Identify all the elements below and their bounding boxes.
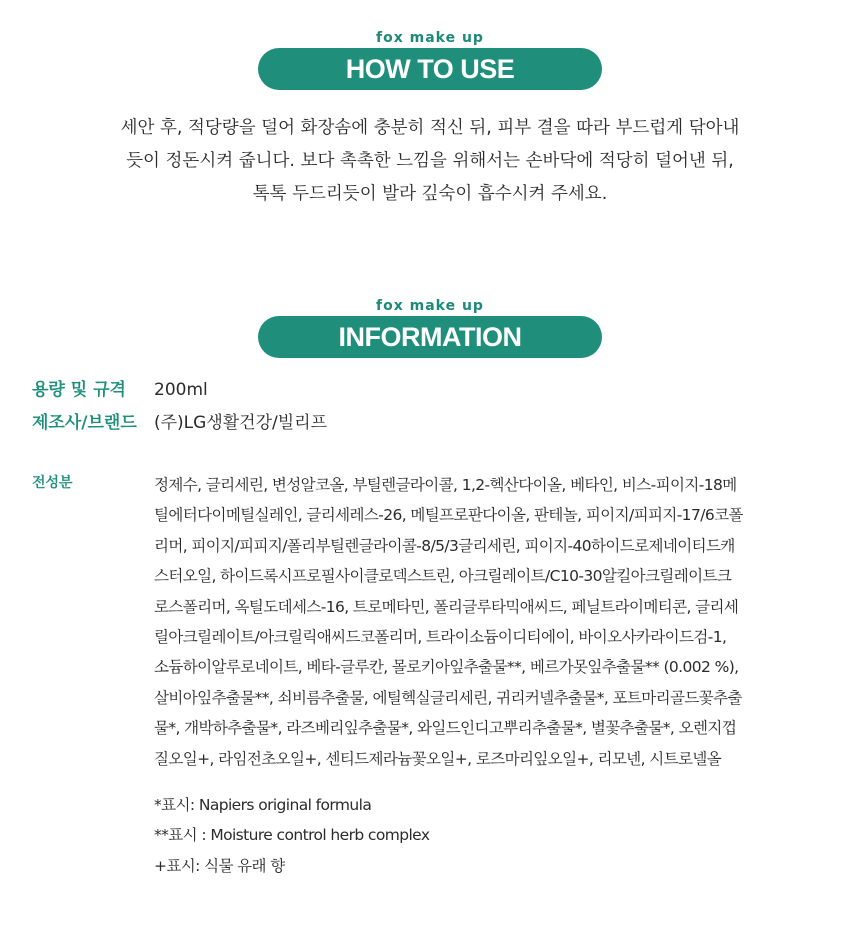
volume-row (32, 377, 208, 403)
volume-label: 용량 및 규격 (32, 380, 126, 400)
ingredients-label: 전성분 (32, 475, 73, 491)
ingredients-line: 로스폴리머, 옥틸도데세스-16, 트로메타민, 폴리글루타믹애씨드, 페닐트라이메티콘, 글리세 (154, 597, 739, 616)
volume-value: 200ml (154, 380, 208, 400)
description-line: 톡톡 두드리듯이 발라 깊숙이 흡수시켜 주세요. (252, 184, 608, 204)
note-line: **표시 : Moisture control herb complex (154, 826, 430, 845)
ingredients-line: 틸에터다이메틸실레인, 글리세레스-26, 메틸프로판다이올, 판테놀, 피이지/피피지-17/6코폴 (154, 506, 743, 525)
description-line: 듯이 정돈시켜 줍니다. 보다 촉촉한 느낌을 위해서는 손바닥에 적당히 덜어낸 뒤, (126, 151, 734, 171)
brand-label: fox make up (376, 298, 484, 314)
ingredients-line: 소듐하이알루로네이트, 베타-글루칸, 몰로키아잎추출물**, 베르가못잎추출물** (0.002 %), (154, 658, 739, 677)
section-title: INFORMATION (258, 316, 602, 358)
maker-row (32, 410, 327, 436)
information-header (0, 298, 860, 358)
brand-label: fox make up (376, 30, 484, 46)
note-line: *표시: Napiers original formula (154, 796, 372, 814)
ingredients-line: 물*, 개박하추출물*, 라즈베리잎추출물*, 와일드인디고뿌리추출물*, 별꽃추출물*, 오렌지껍 (154, 719, 737, 738)
how-to-use-description (0, 112, 860, 211)
ingredients-line: 릴아크릴레이트/아크릴릭애씨드코폴리머, 트라이소듐이디티에이, 바이오사카라이드검-1, (154, 628, 727, 647)
description-line: 세안 후, 적당량을 덜어 화장솜에 충분히 적신 뒤, 피부 결을 따라 부드럽게 닦아내 (120, 118, 740, 138)
ingredients-line: 살비아잎추출물**, 쇠비름추출물, 에틸헥실글리세린, 귀리커넬추출물*, 포트마리골드꽃추출 (154, 688, 742, 707)
maker-value: (주)LG생활건강/빌리프 (154, 413, 328, 433)
ingredients-list (154, 470, 834, 774)
ingredients-line: 리머, 피이지/피피지/폴리부틸렌글라이콜-8/5/3글리세린, 피이지-40하이드로제네이티드캐 (154, 536, 735, 555)
ingredients-line: 스터오일, 하이드록시프로필사이클로덱스트린, 아크릴레이트/C10-30알킬아크릴레이트크 (154, 567, 732, 586)
ingredients-line: 질오일+, 라임전초오일+, 센티드제라늄꽃오일+, 로즈마리잎오일+, 리모넨, 시트로넬올 (154, 749, 722, 768)
note-line: +표시: 식물 유래 향 (154, 856, 285, 875)
how-to-use-header (0, 30, 860, 90)
section-title: HOW TO USE (258, 48, 602, 90)
ingredient-notes (154, 790, 429, 881)
maker-label: 제조사/브랜드 (32, 413, 137, 433)
ingredients-line: 정제수, 글리세린, 변성알코올, 부틸렌글라이콜, 1,2-헥산다이올, 베타인, 비스-피이지-18메 (154, 476, 737, 494)
